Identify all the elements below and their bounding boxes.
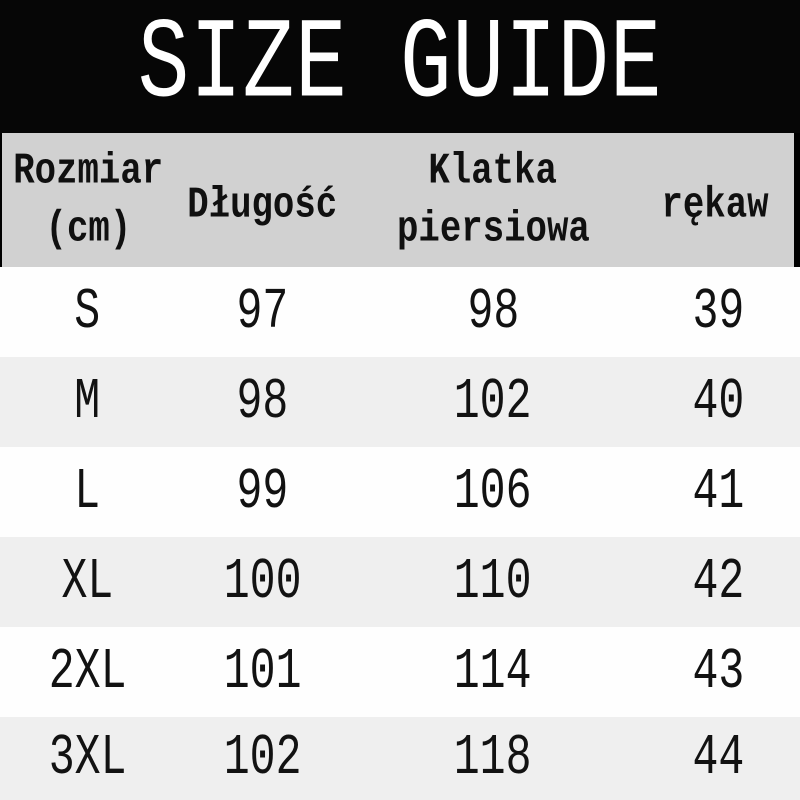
column-header-line: piersiowa: [396, 204, 590, 254]
table-row-m: [0, 357, 800, 447]
size-cell: M: [74, 369, 101, 435]
chest-cell: 114: [454, 639, 532, 705]
length-cell: 98: [236, 369, 289, 435]
column-header-line: Klatka: [428, 146, 558, 196]
length-cell: 101: [223, 639, 302, 705]
column-header-line: Rozmiar: [13, 146, 164, 196]
chest-cell: 110: [454, 549, 532, 615]
chest-cell: 102: [454, 369, 532, 435]
size-cell: S: [74, 279, 101, 345]
sleeve-cell: 41: [692, 459, 744, 525]
chest-cell: 118: [454, 726, 532, 791]
table-row-3xl: [0, 717, 800, 800]
table-header-band: [0, 133, 800, 267]
length-cell: 97: [236, 279, 289, 345]
table-row-2xl: [0, 627, 800, 717]
sleeve-cell: 40: [692, 369, 744, 435]
sleeve-cell: 43: [692, 639, 744, 705]
table-header-row: [2, 133, 794, 267]
chest-cell: 106: [454, 459, 532, 525]
table-row-s: [0, 267, 800, 357]
column-header-rekaw: [636, 166, 794, 234]
sleeve-cell: 44: [692, 726, 744, 791]
column-header-klatka-piersiowa: [350, 142, 636, 258]
sleeve-cell: 39: [692, 279, 744, 345]
length-cell: 100: [223, 549, 302, 615]
column-header-rozmiar: [2, 142, 175, 258]
length-cell: 99: [236, 459, 289, 525]
page-title: SIZE GUIDE: [137, 2, 663, 131]
size-cell: 3XL: [48, 726, 127, 791]
column-header-line: (cm): [45, 204, 132, 254]
size-cell: XL: [61, 549, 114, 615]
column-header-line: Długość: [187, 180, 338, 230]
chest-cell: 98: [467, 279, 519, 345]
title-banner: [0, 0, 800, 133]
size-cell: 2XL: [48, 639, 127, 705]
length-cell: 102: [223, 726, 302, 791]
column-header-line: rękaw: [661, 180, 769, 230]
table-row-xl: [0, 537, 800, 627]
sleeve-cell: 42: [692, 549, 744, 615]
column-header-dlugosc: [175, 166, 350, 234]
size-cell: L: [74, 459, 101, 525]
size-table-body: [0, 267, 800, 800]
table-row-l: [0, 447, 800, 537]
